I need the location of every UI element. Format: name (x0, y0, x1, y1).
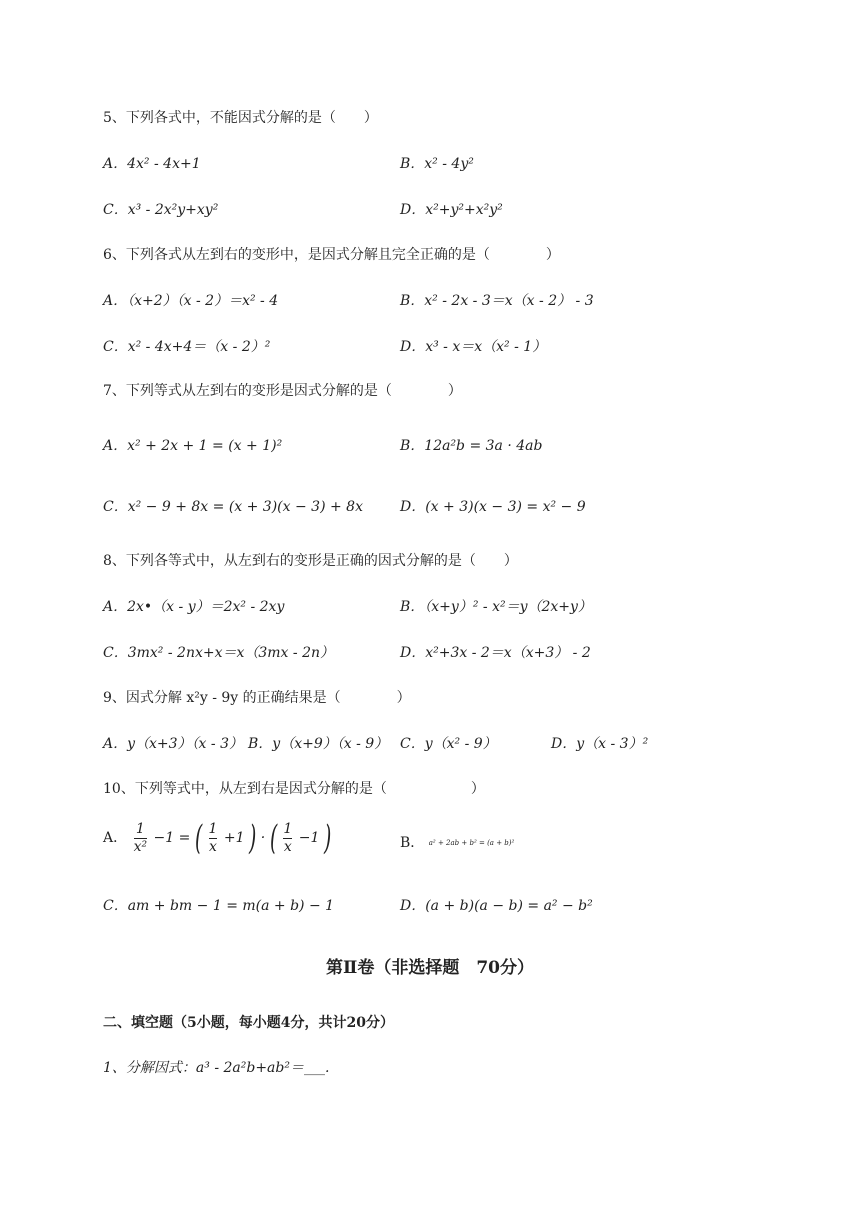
minus-one-equals: −1 = (153, 830, 191, 846)
q6-option-b: B．x² - 2x - 3＝x（x - 2） - 3 (400, 293, 594, 309)
q5-option-a: A．4x² - 4x+1 (103, 156, 201, 172)
q7-option-a: A．x² + 2x + 1 = (x + 1)² (103, 438, 283, 454)
q5-option-b: B．x² - 4y² (400, 156, 474, 172)
q10-option-b-label: B． (400, 835, 425, 851)
question-5-stem: 5、下列各式中，不能因式分解的是（ ） (103, 110, 378, 126)
q10-option-d: D．(a + b)(a − b) = a² − b² (400, 898, 593, 914)
dot-operator: · (260, 830, 266, 846)
question-8-stem: 8、下列各等式中，从左到右的变形是正确的因式分解的是（ ） (103, 553, 518, 569)
section-title: 第Ⅱ卷（非选择题 70分） (326, 958, 534, 978)
right-paren: ) (249, 818, 257, 858)
q5-option-d: D．x²+y²+x²y² (400, 202, 503, 218)
q5-option-c: C．x³ - 2x²y+xy² (103, 202, 219, 218)
section-heading: 二、填空题（5小题，每小题4分，共计20分） (103, 1015, 394, 1031)
plus-one: +1 (223, 830, 245, 846)
q10-option-a (103, 818, 331, 858)
fraction-denominator: x (283, 838, 292, 855)
q10-option-c: C．am + bm − 1 = m(a + b) − 1 (103, 898, 335, 914)
fraction-denominator: x² (133, 838, 148, 855)
q8-option-c: C．3mx² - 2nx+x＝x（3mx - 2n） (103, 645, 335, 661)
q6-option-c: C．x² - 4x+4＝（x - 2）² (103, 339, 271, 355)
q7-option-b: B．12a²b = 3a · 4ab (400, 438, 543, 454)
q9-option-c: C．y（x² - 9） (400, 736, 497, 752)
fill-question-1: 1、分解因式：a³ - 2a²b+ab²＝___. (103, 1060, 330, 1076)
q9-option-b: B．y（x+9）（x - 9） (248, 736, 389, 752)
minus-one: −1 (298, 830, 320, 846)
q10-option-b-formula: a² + 2ab + b² = (a + b)² (428, 839, 515, 847)
question-7-stem: 7、下列等式从左到右的变形是因式分解的是（ ） (103, 383, 462, 399)
q6-option-d: D．x³ - x＝x（x² - 1） (400, 339, 547, 355)
question-10-stem: 10、下列等式中，从左到右是因式分解的是（ ） (103, 781, 485, 797)
fraction-numerator: 1 (135, 820, 145, 837)
fraction-denominator: x (209, 838, 217, 855)
fraction-numerator: 1 (283, 820, 293, 837)
left-paren: ( (269, 818, 277, 858)
question-6-stem: 6、下列各式从左到右的变形中，是因式分解且完全正确的是（ ） (103, 247, 560, 263)
q10-option-a-label: A． (103, 830, 128, 846)
q6-option-a: A．（x+2）（x - 2）＝x² - 4 (103, 293, 279, 309)
q8-option-b: B．（x+y）² - x²＝y（2x+y） (400, 599, 592, 615)
q9-option-a: A．y（x+3）（x - 3） (103, 736, 243, 752)
left-paren: ( (194, 818, 203, 858)
fraction-one-over-x (209, 821, 218, 856)
fraction-one-over-x-squared (134, 821, 148, 856)
q8-option-d: D．x²+3x - 2＝x（x+3） - 2 (400, 645, 591, 661)
q9-option-d: D．y（x - 3）² (551, 736, 649, 752)
q7-option-d: D．(x + 3)(x − 3) = x² − 9 (400, 499, 586, 515)
q10-option-b (400, 833, 514, 853)
fraction-numerator: 1 (208, 820, 218, 837)
q8-option-a: A．2x•（x - y）＝2x² - 2xy (103, 599, 285, 615)
q7-option-c: C．x² − 9 + 8x = (x + 3)(x − 3) + 8x (103, 499, 363, 515)
right-paren: ) (323, 818, 332, 858)
fraction-one-over-x (283, 821, 292, 856)
question-9-stem: 9、因式分解 x²y - 9y 的正确结果是（ ） (103, 690, 411, 706)
